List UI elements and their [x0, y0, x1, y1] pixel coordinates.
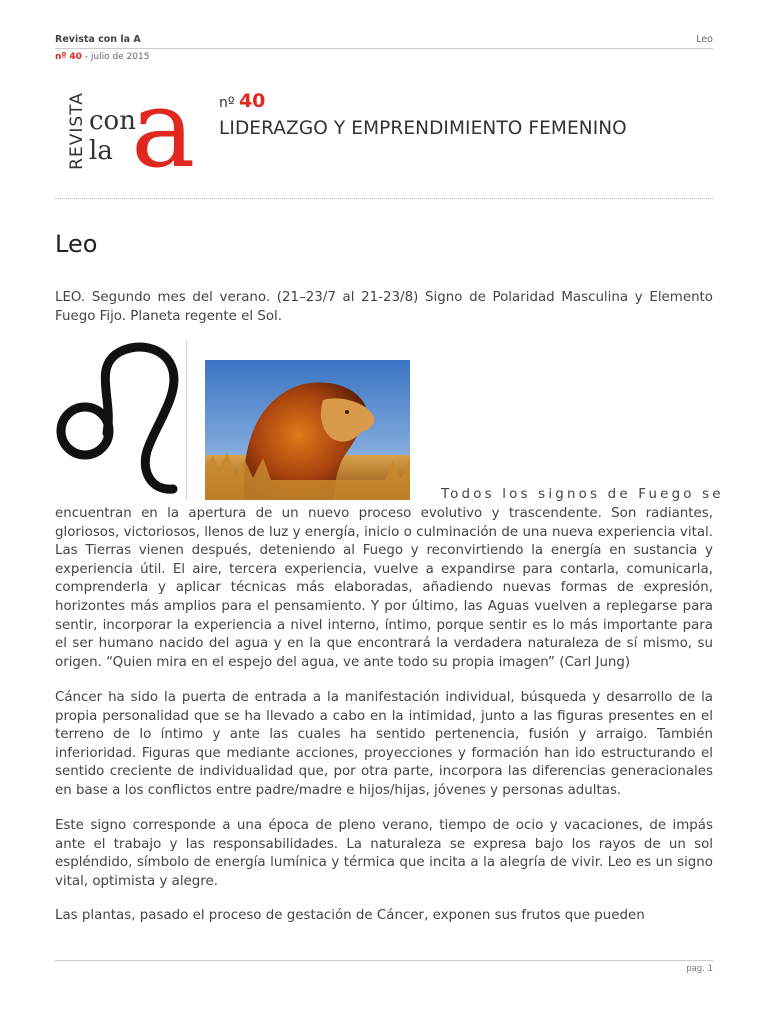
- lion-photo: [205, 360, 410, 500]
- article-paragraph-2: Cáncer ha sido la puerta de entrada a la manifestación individual, búsqueda y desarrollo de la propia personalidad que se ha llevado a cabo en la intimidad, junto a las figuras presentes en el terreno de lo íntimo y ante las cuales ha sentido pertenencia, fusión y arraigo. También inferioridad. Figuras que mediante acciones, proyecciones y formación han ido estructurando el sentido creciente de individualidad que, por otra parte, incorpora las diferencias generacionales en base a los conflictos entre padre/madre e hijos/hijas, jóvenes y personas adultas.: [55, 690, 713, 798]
- article-title: Leo: [55, 230, 98, 258]
- issue-prefix: nº: [55, 52, 67, 62]
- image-divider: [186, 341, 187, 499]
- logo-revista: REVISTA: [67, 92, 87, 170]
- masthead-issue: [219, 90, 627, 112]
- issue-number: 40: [69, 52, 82, 62]
- masthead: [219, 90, 627, 139]
- masthead-issue-number: 40: [238, 90, 266, 112]
- issue-date: - julio de 2015: [84, 52, 150, 62]
- leo-symbol-icon: [55, 341, 183, 501]
- article-intro: LEO. Segundo mes del verano. (21–23/7 al 21-23/8) Signo de Polaridad Masculina y Elemento Fuego Fijo. Planeta regente el Sol.: [55, 290, 713, 324]
- running-header-title: Revista con la A: [55, 34, 141, 45]
- masthead-issue-label: nº: [219, 95, 235, 111]
- paragraph-lead: Todos los signos de Fuego se: [441, 487, 724, 502]
- logo-la: la: [89, 136, 113, 166]
- page-number: pag. 1: [686, 964, 713, 974]
- masthead-tagline: LIDERAZGO Y EMPRENDIMIENTO FEMENINO: [219, 118, 627, 139]
- magazine-logo: [55, 67, 215, 192]
- header-divider: [55, 48, 713, 49]
- issue-info: [55, 52, 149, 62]
- article-paragraph-4: Las plantas, pasado el proceso de gestación de Cáncer, exponen sus frutos que pueden: [55, 908, 645, 923]
- article-paragraph-3: Este signo corresponde a una época de pleno verano, tiempo de ocio y vacaciones, de impás ante el trabajo y las responsabilidades. La naturaleza se expresa bajo los rayos de un sol espléndido, símbolo de energía lumínica y térmica que incita a la alegría de vivir. Leo es un signo vital, optimista y alegre.: [55, 818, 713, 889]
- running-header-section: Leo: [696, 34, 713, 45]
- logo-a: a: [131, 67, 196, 192]
- logo-con: con: [89, 106, 136, 136]
- dotted-divider: [55, 198, 713, 199]
- article-paragraph-1: encuentran en la apertura de un nuevo proceso evolutivo y trascendente. Son radiantes, gloriosos, victoriosos, llenos de luz y energía, inicio o culminación de una nueva experiencia vital. Las Tierras vienen después, deteniendo al Fuego y reconvirtiendo la energía en sustancia y experiencia útil. El aire, tercera experiencia, vuelve a expandirse para contarla, comunicarla, comprenderla y aplicar técnicas más elaboradas, añadiendo nuevas formas de expresión, horizontes más amplios para el pensamiento. Y por último, las Aguas vuelven a replegarse para sentir, incorporar la experiencia a nivel interno, íntimo, porque sentir es lo más importante para el ser humano nacido del agua y en la que encontrará la verdadera naturaleza de sí mismo, su origen. “Quien mira en el espejo del agua, ve ante todo su propia imagen” (Carl Jung): [55, 506, 713, 670]
- footer-divider: [55, 960, 713, 961]
